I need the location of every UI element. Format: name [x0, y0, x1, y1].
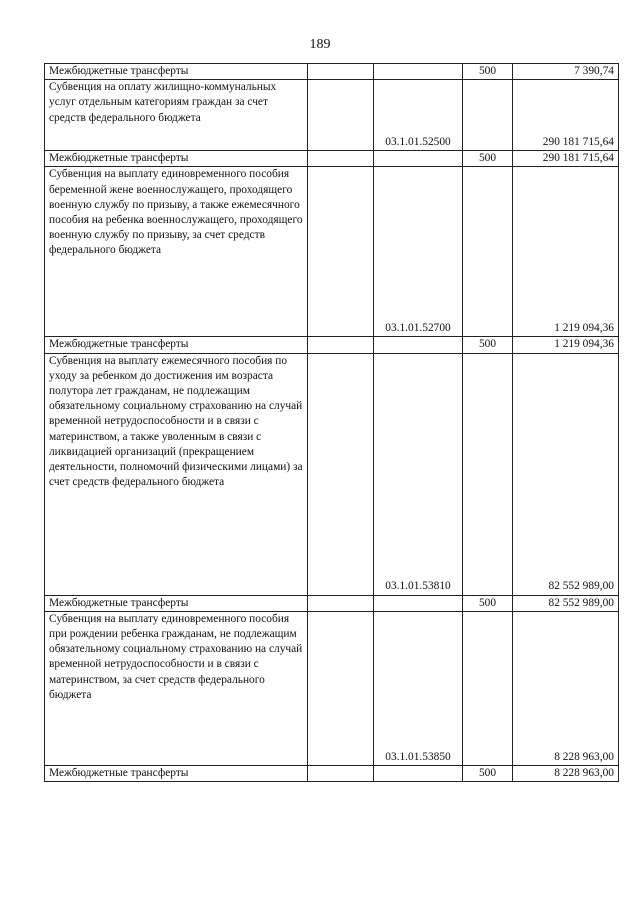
row-vr: 500 [463, 337, 513, 353]
row-code: 03.1.01.52500 [374, 80, 463, 151]
table-row [45, 353, 619, 595]
empty-cell [308, 64, 374, 80]
row-sum: 8 228 963,00 [513, 765, 619, 781]
row-name: Субвенция на оплату жилищно-коммунальных услуг отдельным категориям граждан за счет средств федерального бюджета [45, 80, 308, 151]
empty-cell [308, 80, 374, 151]
row-sum: 290 181 715,64 [513, 151, 619, 167]
row-code: 03.1.01.53850 [374, 611, 463, 765]
row-code [374, 595, 463, 611]
row-sum: 82 552 989,00 [513, 353, 619, 595]
row-vr [463, 353, 513, 595]
row-sum: 1 219 094,36 [513, 167, 619, 337]
row-sum: 8 228 963,00 [513, 611, 619, 765]
row-sum: 7 390,74 [513, 64, 619, 80]
empty-cell [308, 151, 374, 167]
page-number: 189 [309, 37, 331, 52]
empty-cell [308, 595, 374, 611]
empty-cell [308, 611, 374, 765]
empty-cell [308, 167, 374, 337]
row-name: Субвенция на выплату единовременного пособия беременной жене военнослужащего, проходящего военную службу по призыву, а также ежемесячного пособия на ребенка военнослужащего, проходящего военную службу по призыву, за счет средств федерального бюджета [45, 167, 308, 337]
row-vr: 500 [463, 595, 513, 611]
row-vr: 500 [463, 64, 513, 80]
row-code: 03.1.01.52700 [374, 167, 463, 337]
table-row [45, 64, 619, 80]
row-vr [463, 167, 513, 337]
row-name: Межбюджетные трансферты [45, 595, 308, 611]
row-name: Межбюджетные трансферты [45, 64, 308, 80]
row-sum: 82 552 989,00 [513, 595, 619, 611]
row-name: Межбюджетные трансферты [45, 151, 308, 167]
row-vr: 500 [463, 151, 513, 167]
row-code: 03.1.01.53810 [374, 353, 463, 595]
budget-table [44, 63, 619, 782]
table-row [45, 337, 619, 353]
row-code [374, 765, 463, 781]
table-row [45, 611, 619, 765]
row-name: Межбюджетные трансферты [45, 765, 308, 781]
row-code [374, 64, 463, 80]
empty-cell [308, 337, 374, 353]
table-row [45, 765, 619, 781]
table-row [45, 80, 619, 151]
row-name: Субвенция на выплату ежемесячного пособия по уходу за ребенком до достижения им возраста полутора лет гражданам, не подлежащим обязательному социальному страхованию на случай временной нетрудоспособности и в связи с материнством, а также уволенным в связи с ликвидацией организаций (прекращением деятельности, полномочий физическими лицами) за счет средств федерального бюджета [45, 353, 308, 595]
row-vr [463, 80, 513, 151]
row-sum: 1 219 094,36 [513, 337, 619, 353]
row-name: Субвенция на выплату единовременного пособия при рождении ребенка гражданам, не подлежащим обязательному социальному страхованию на случай временной нетрудоспособности и в связи с материнством, за счет средств федерального бюджета [45, 611, 308, 765]
empty-cell [308, 765, 374, 781]
table-row [45, 151, 619, 167]
row-vr: 500 [463, 765, 513, 781]
table-row [45, 595, 619, 611]
table-row [45, 167, 619, 337]
row-vr [463, 611, 513, 765]
empty-cell [308, 353, 374, 595]
row-sum: 290 181 715,64 [513, 80, 619, 151]
row-code [374, 337, 463, 353]
row-code [374, 151, 463, 167]
row-name: Межбюджетные трансферты [45, 337, 308, 353]
